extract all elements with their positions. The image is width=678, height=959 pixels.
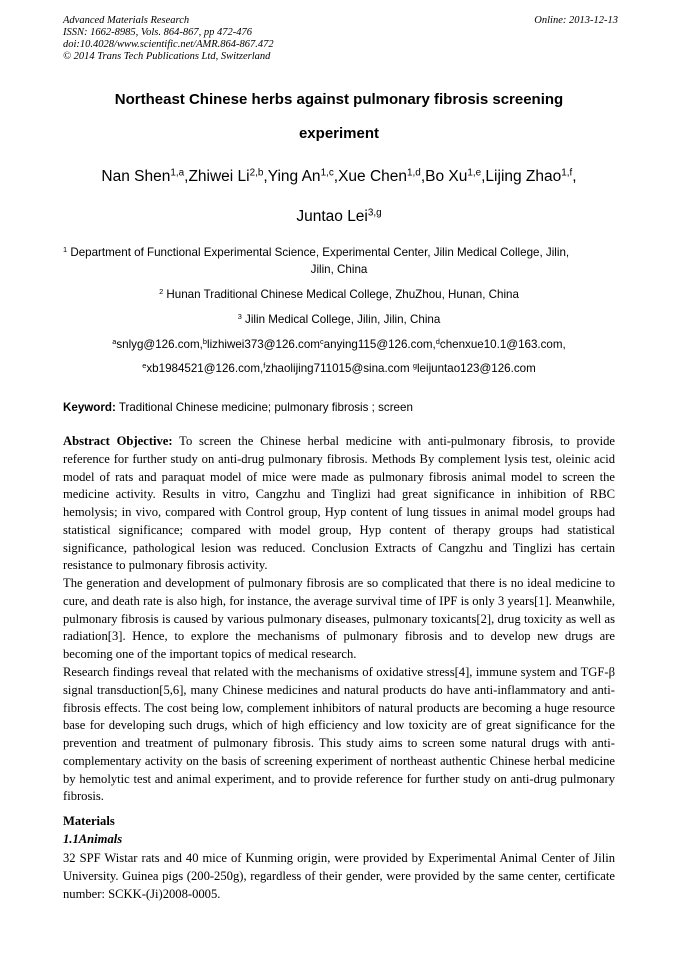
- email-mark: b: [202, 336, 208, 346]
- email-mark: f: [263, 360, 266, 370]
- subsection-heading-animals: 1.1Animals: [63, 832, 123, 846]
- email-link[interactable]: lizhiwei373@126.com: [207, 338, 320, 351]
- journal-name: Advanced Materials Research: [63, 15, 190, 26]
- issn-line: ISSN: 1662-8985, Vols. 864-867, pp 472-476: [63, 27, 252, 38]
- author-name: ,Bo Xu: [420, 168, 468, 185]
- author-affiliation-mark: 2,b: [249, 167, 264, 179]
- email-mark: d: [435, 336, 440, 346]
- abstract-text: To screen the Chinese herbal medicine with anti-pulmonary fibrosis, to provide reference for further study on anti-drug pulmonary fibrosis. Methods By complement lysis test, oleinic acid model of rats and paraquat model of mice were made as pulmonary fibrosis animal model to screen the medicine activity. Results in vitro, Cangzhu and Tinglizi had great significance in inhibition of RBC hemolysis; in vivo, compared with Control group, Hyp content of lung tissues in animal model groups had statistical significance; compared with model group, Hyp content of therapy groups had statistical significance, pathological lesion was reduced. Conclusion Extracts of Cangzhu and Tinglizi has certain resistance to pulmonary fibrosis activity.: [63, 434, 615, 573]
- affiliation-mark: 1: [63, 244, 68, 254]
- author-affiliation-mark: 1,e: [467, 167, 482, 179]
- keywords: [63, 401, 618, 415]
- abstract-label: Abstract Objective:: [63, 434, 173, 448]
- author-name: Nan Shen: [101, 168, 171, 185]
- email-link[interactable]: chenxue10.1@163.com,: [439, 338, 566, 351]
- email-link[interactable]: xb1984521@126.com,: [146, 362, 264, 375]
- email-list: [20, 338, 658, 352]
- abstract: [63, 433, 615, 575]
- keywords-label: Keyword:: [63, 401, 116, 414]
- intro-paragraph-2: Research findings reveal that related with the mechanisms of oxidative stress[4], immune system and TGF-β signal transduction[5,6], many Chinese medicines and natural products do have anti-inflammatory and anti-fibrosis effects. The cost being low, complement inhibitors of natural products are becoming a huge resource base for developing such drugs, which of high efficiency and low toxicity are of great significance for the prevention and treatment of pulmonary fibrosis. This study aims to screen some natural drugs with anti-complementary activity on the basis of screening experiment of northeast authentic Chinese herbal medicine by hemolytic test and animal experiment, and to provide reference for further study on anti-drug pulmonary fibrosis.: [63, 665, 615, 804]
- doi-line: doi:10.4028/www.scientific.net/AMR.864-867.472: [63, 39, 274, 50]
- paper-title-line-1: Northeast Chinese herbs against pulmonary fibrosis screening: [114, 91, 564, 108]
- email-mark: g: [412, 360, 417, 370]
- affiliation-text: Hunan Traditional Chinese Medical College, ZhuZhou, Hunan, China: [163, 288, 519, 301]
- affiliation-text: Department of Functional Experimental Science, Experimental Center, Jilin Medical College, Jilin,: [67, 246, 570, 259]
- email-mark: e: [142, 360, 147, 370]
- email-mark: a: [112, 336, 117, 346]
- author-name: ,Zhiwei Li: [184, 168, 250, 185]
- email-link[interactable]: anying115@126.com,: [323, 338, 436, 351]
- author-affiliation-mark: 1,f: [561, 167, 573, 179]
- author-affiliation-mark: 1,d: [407, 167, 421, 179]
- author-affiliation-mark: 1,a: [170, 167, 185, 179]
- affiliation-mark: 3: [237, 311, 242, 321]
- online-date: Online: 2013-12-13: [534, 15, 618, 26]
- author-affiliation-mark: 3,g: [367, 207, 382, 219]
- email-mark: c: [319, 336, 324, 346]
- affiliation-3: [40, 313, 638, 327]
- author-affiliation-mark: 1,c: [320, 167, 334, 179]
- affiliation-mark: 2: [159, 286, 164, 296]
- author-name: ,Ying An: [263, 168, 321, 185]
- author-list-continued: [20, 207, 658, 226]
- author-list: [20, 167, 658, 186]
- keywords-text: Traditional Chinese medicine; pulmonary fibrosis ; screen: [115, 401, 413, 414]
- author-name: Juntao Lei: [296, 208, 368, 225]
- email-link[interactable]: snlyg@126.com,: [116, 338, 203, 351]
- affiliation-text: Jilin Medical College, Jilin, Jilin, China: [241, 313, 441, 326]
- section-heading-materials: Materials: [63, 814, 115, 828]
- affiliation-1: [63, 246, 618, 260]
- publication-info: [63, 15, 618, 63]
- animals-paragraph: 32 SPF Wistar rats and 40 mice of Kunming origin, were provided by Experimental Animal Center of Jilin University. Guinea pigs (200-250g), regardless of their gender, were provided by the same center, certificate number: SCKK-(Ji)2008-0005.: [63, 851, 615, 901]
- email-list-continued: [20, 362, 658, 376]
- author-name: ,Lijing Zhao: [481, 168, 562, 185]
- author-separator: ,: [572, 168, 577, 185]
- author-name: ,Xue Chen: [333, 168, 408, 185]
- email-link[interactable]: zhaolijing711015@sina.com: [265, 362, 413, 375]
- affiliation-1-continued: Jilin, China: [310, 263, 368, 276]
- paper-title-line-2: experiment: [298, 125, 380, 142]
- intro-paragraph-1: The generation and development of pulmonary fibrosis are so complicated that there is no ideal medicine to cure, and death rate is also high, for instance, the average survival time of IPF is only 3 years[1]. Meanwhile, pulmonary fibrosis is caused by various pulmonary diseases, pulmonary toxicants[2], drug toxicity as well as radiation[3]. Hence, to explore the mechanisms of pulmonary fibrosis and to develop new drugs are becoming one of the important topics of medical research.: [63, 576, 615, 661]
- copyright-line: © 2014 Trans Tech Publications Ltd, Switzerland: [63, 51, 271, 62]
- email-link[interactable]: leijuntao123@126.com: [416, 362, 536, 375]
- affiliation-2: [40, 288, 638, 302]
